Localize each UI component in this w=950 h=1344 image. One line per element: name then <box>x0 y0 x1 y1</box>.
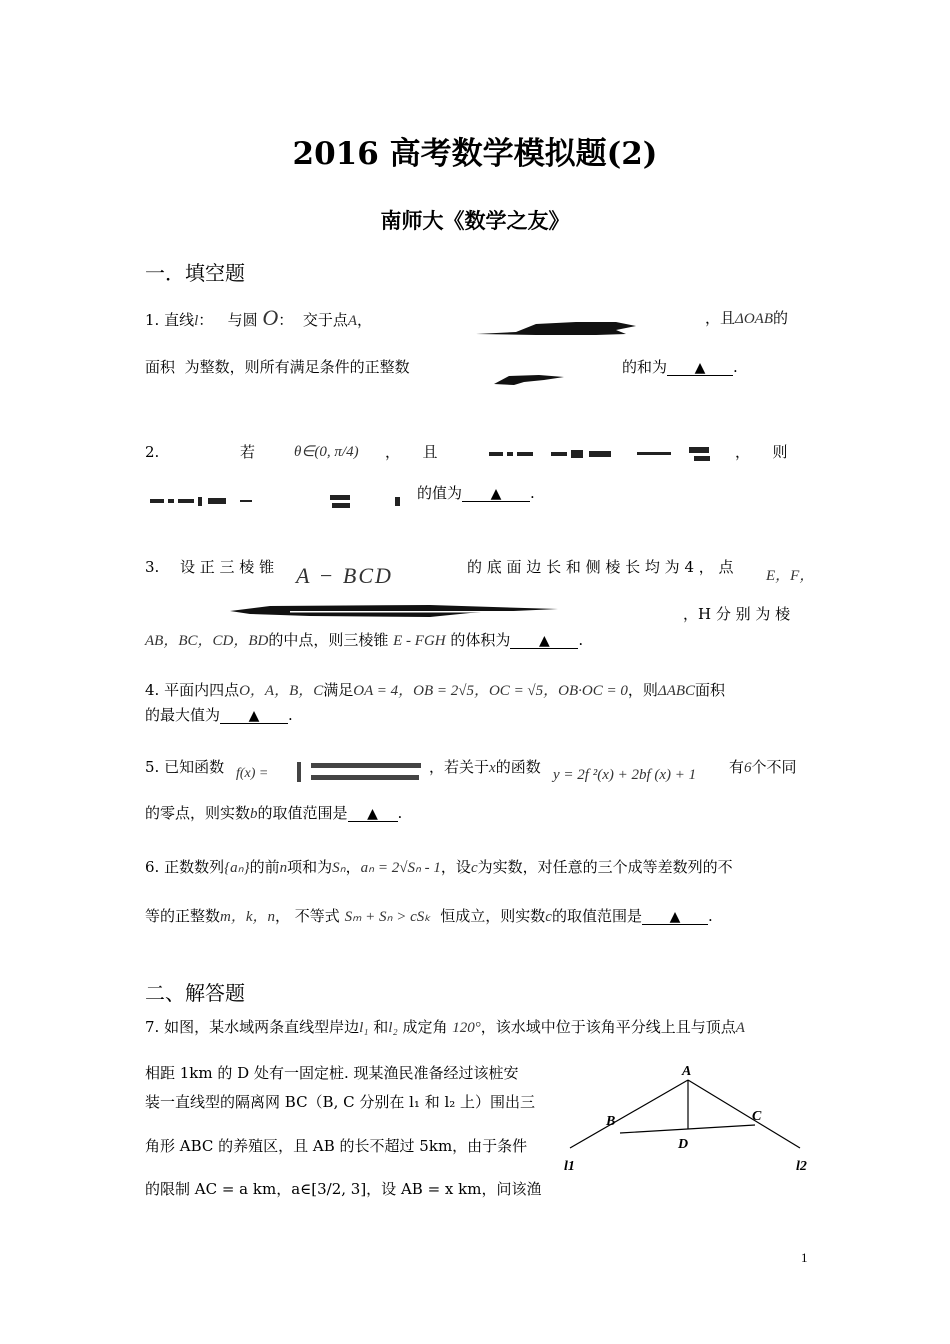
page-number: 1 <box>801 1250 808 1265</box>
question-4-line-1: 4. 平面内四点O，A，B，C满足OA = 4，OB = 2√5，OC = √5，OB·OC = 0，则ΔABC面积 <box>145 681 726 699</box>
question-3-text-b: 的 底 面 边 长 和 侧 棱 长 均 为 4 ， 点 <box>467 558 734 576</box>
question-6-line-1: 6. 正数数列{aₙ}的前n项和为Sₙ，aₙ = 2√Sₙ - 1，设c为实数，对任意的三个成等差数列的不 <box>145 858 733 876</box>
question-7-line-4: 角形 ABC 的养殖区，且 AB 的长不超过 5km，由于条件 <box>145 1137 528 1155</box>
garbled-formula-2 <box>494 371 569 383</box>
question-3-text-a: 设 正 三 棱 锥 <box>180 558 275 576</box>
section-heading-answer: 二、解答题 <box>145 981 245 1005</box>
label-l1: l1 <box>564 1159 575 1174</box>
label-d: D <box>678 1137 689 1152</box>
question-2-ze: ， 则 <box>735 443 788 461</box>
question-7-line-5: 的限制 AC = a km，a∈[3/2, 3]，设 AB = x km，问该渔 <box>145 1180 542 1198</box>
question-1-line-2: 面积 为整数，则所有满足条件的正整数 <box>145 358 410 376</box>
question-5-line-2: 的零点，则实数b的取值范围是 ▲ . <box>145 804 403 822</box>
shore-line-l2 <box>688 1080 800 1148</box>
label-a: A <box>682 1064 692 1079</box>
section-heading-fill: 一．填空题 <box>145 261 245 285</box>
question-5-function: y = 2f ²(x) + 2bf (x) + 1 <box>553 767 697 783</box>
question-3-points: E，F， <box>766 568 815 584</box>
garbled-formula-4 <box>150 493 410 509</box>
question-5-count: 有6个不同 <box>729 758 797 776</box>
question-7-line-1: 7. 如图，某水域两条直线型岸边l₁ 和l₂ 成定角 120°，该水域中位于该角平分线上且与顶点A <box>145 1018 745 1036</box>
question-3-line-2: ，H 分 别 为 棱 <box>683 605 791 623</box>
question-1-line-1: 1. 直线l： 与圆 O： 交于点A， <box>145 305 373 330</box>
question-3-number: 3. <box>145 558 160 576</box>
label-b: B <box>606 1114 616 1129</box>
label-l2: l2 <box>796 1159 807 1174</box>
question-3-line-3: AB，BC，CD，BD的中点，则三棱锥 E - FGH 的体积为 ▲ . <box>145 631 584 649</box>
question-2-qie: ， 且 <box>385 443 438 461</box>
shore-line-l1 <box>570 1080 688 1148</box>
question-4-line-2: 的最大值为 ▲ . <box>145 706 293 724</box>
geometry-figure <box>560 1060 820 1180</box>
question-5-line-1: 5. 已知函数 <box>145 758 225 776</box>
question-2-number: 2. <box>145 443 160 461</box>
page-title: 2016 高考数学模拟题(2) <box>292 136 658 172</box>
question-7-line-2: 相距 1km 的 D 处有一固定桩. 现某渔民准备经过该桩安 <box>145 1064 519 1082</box>
question-1-line-1-end: ，且ΔOAB的 <box>705 309 788 327</box>
question-2-condition: θ∈(0, π/4) <box>294 444 359 460</box>
question-7-line-3: 装一直线型的隔离网 BC（B, C 分别在 l₁ 和 l₂ 上）围出三 <box>145 1093 536 1111</box>
garbled-formula-5 <box>230 603 560 619</box>
page-subtitle: 南师大《数学之友》 <box>380 208 570 233</box>
question-3-pyramid: A − BCD <box>296 563 393 588</box>
question-6-line-2: 等的正整数m，k，n， 不等式 Sₘ + Sₙ > cSₖ 恒成立，则实数c的取值范围是 ▲ . <box>145 907 713 925</box>
garbled-formula-1 <box>476 320 641 336</box>
label-c: C <box>752 1109 762 1124</box>
garbled-piecewise <box>297 760 429 786</box>
question-5-line-1-rest: ，若关于x的函数 <box>429 758 541 776</box>
question-1-answer: 的和为 ▲ . <box>622 358 738 376</box>
garbled-formula-3 <box>489 446 729 462</box>
question-5-fx: f(x) = <box>236 766 269 781</box>
question-2-ruo: 若 <box>240 443 256 461</box>
question-2-answer: 的值为 ▲ . <box>417 484 535 502</box>
